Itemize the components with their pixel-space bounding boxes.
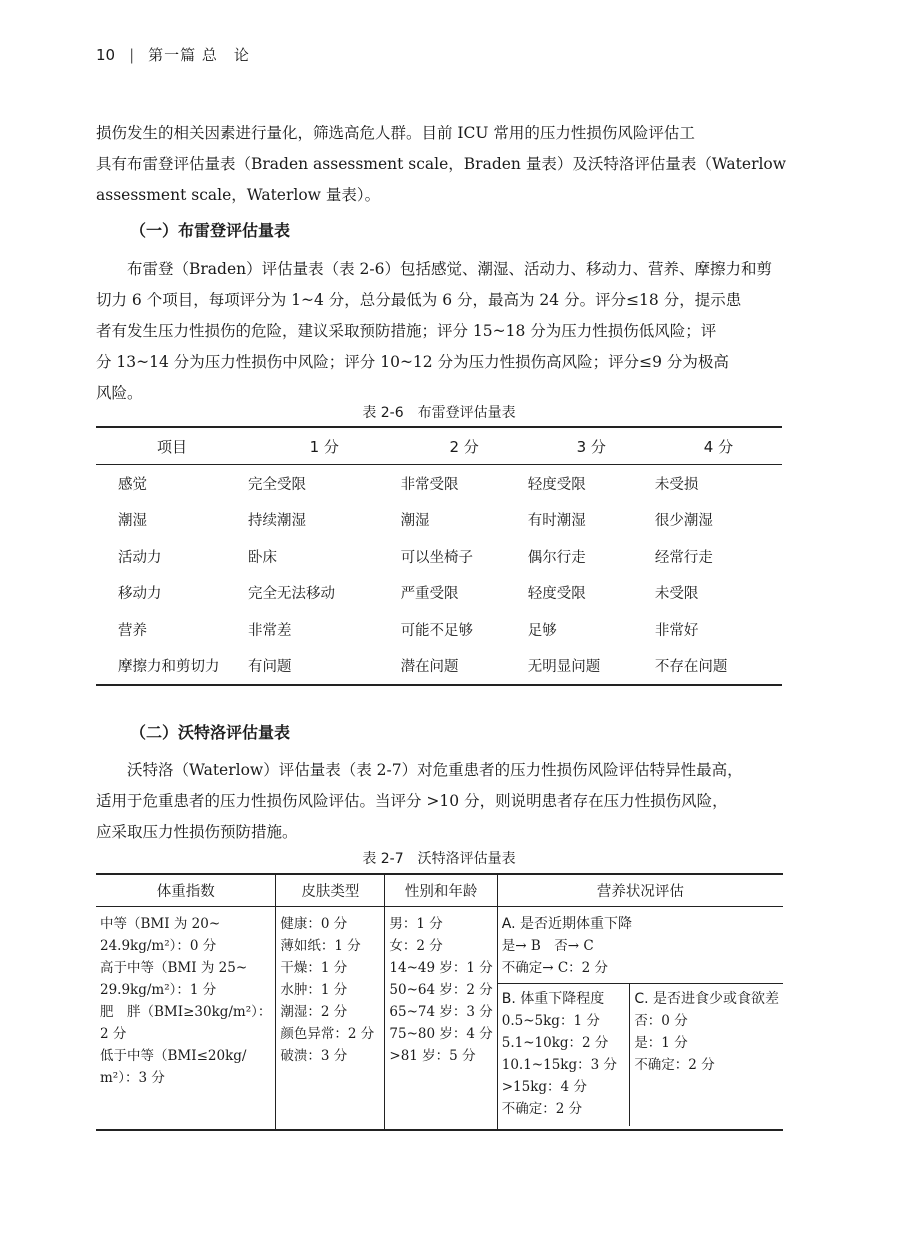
bmi-line: 中等（BMI 为 20~: [100, 916, 221, 932]
nutrition-b-title: B. 体重下降程度: [501, 991, 605, 1007]
score-cell: 无明显问题: [528, 648, 655, 686]
nutrition-parts-bc: [498, 984, 783, 1126]
column-header: 性别和年龄: [385, 874, 497, 907]
table-header-row: [96, 874, 783, 907]
nutrition-b-line: 0.5~5kg：1 分: [501, 1013, 600, 1029]
nutrition-b-line: 10.1~15kg：3 分: [501, 1057, 618, 1073]
row-label-cell: 移动力: [118, 586, 162, 603]
bmi-cell: [96, 907, 276, 1131]
score-cell: 持续潮湿: [248, 513, 306, 530]
table-row: [96, 538, 782, 575]
section-heading-braden: （一）布雷登评估量表: [130, 221, 291, 240]
row-label-cell: 感觉: [118, 476, 147, 493]
score-cell: 严重受限: [400, 586, 459, 603]
sex-age-line: 14~49 岁：1 分: [389, 960, 493, 976]
score-cell: 完全无法移动: [248, 586, 335, 603]
table-row: [96, 648, 782, 686]
sex-age-line: 女：2 分: [389, 938, 443, 954]
score-cell: 轻度受限: [527, 476, 586, 493]
text-line: 损伤发生的相关因素进行量化，筛选高危人群。目前 ICU 常用的压力性损伤风险评估工: [96, 124, 695, 142]
nutrition-part-c: [629, 984, 783, 1126]
score-cell: 不存在问题: [655, 648, 782, 686]
nutrition-c-line: 不确定：2 分: [634, 1057, 715, 1073]
bmi-line: 肥 胖（BMI≥30kg/m²）：: [100, 1004, 272, 1020]
score-cell: 未受损: [654, 476, 699, 493]
score-cell: 完全受限: [248, 476, 306, 493]
text-line: 者有发生压力性损伤的危险，建议采取预防措施；评分 15~18 分为压力性损伤低风险；评: [96, 322, 717, 340]
intro-paragraph: [96, 118, 786, 211]
table-row: [96, 611, 782, 648]
table-row: [96, 502, 782, 539]
nutrition-b-line: 5.1~10kg：2 分: [501, 1035, 609, 1051]
skin-line: 干燥：1 分: [280, 960, 348, 976]
table-caption-2-6: 表 2-6 布雷登评估量表: [362, 405, 516, 421]
sex-age-line: 65~74 岁：3 分: [389, 1004, 493, 1020]
score-cell: 经常行走: [654, 549, 713, 566]
sex-age-line: 男：1 分: [389, 916, 443, 932]
sex-age-line: 75~80 岁：4 分: [389, 1026, 493, 1042]
nutrition-b-line: >15kg：4 分: [501, 1079, 587, 1095]
section-heading-waterlow: （二）沃特洛评估量表: [130, 723, 291, 742]
text-line: 切力 6 个项目，每项评分为 1~4 分，总分最低为 6 分，最高为 24 分。评分≤18 分，提示患: [96, 291, 742, 309]
text-line: assessment scale，Waterlow 量表）。: [96, 186, 381, 204]
skin-type-cell: [276, 907, 385, 1131]
score-cell: 足够: [527, 622, 557, 639]
column-header: 皮肤类型: [276, 874, 385, 907]
row-label-cell: 活动力: [118, 549, 162, 566]
nutrition-c-line: 是：1 分: [634, 1035, 688, 1051]
section-title: 第一篇 总 论: [148, 46, 250, 64]
row-label-cell: 潮湿: [118, 513, 147, 530]
nutrition-part-a: [498, 907, 783, 984]
table-row: [96, 575, 782, 612]
nutrition-a-line: 是→ B 否→ C: [501, 938, 594, 954]
braden-table: [96, 426, 782, 686]
header-separator: |: [129, 45, 135, 64]
score-cell: 有问题: [248, 648, 401, 686]
column-header: 项目: [96, 427, 248, 465]
score-cell: 非常差: [248, 622, 292, 639]
bmi-line: m²）：3 分: [100, 1070, 165, 1086]
column-header: 2 分: [401, 427, 528, 465]
column-header: 4 分: [655, 427, 782, 465]
column-header: 营养状况评估: [497, 874, 783, 907]
score-cell: 未受限: [654, 586, 699, 603]
nutrition-c-title: C. 是否进食少或食欲差: [634, 991, 779, 1007]
text-line: 适用于危重患者的压力性损伤风险评估。当评分 >10 分，则说明患者存在压力性损伤风险，: [96, 792, 728, 810]
column-header: 体重指数: [96, 874, 276, 907]
score-cell: 轻度受限: [527, 586, 586, 603]
bmi-line: 29.9kg/m²）：1 分: [100, 982, 217, 998]
waterlow-table: [96, 873, 783, 1131]
score-cell: 有时潮湿: [527, 513, 586, 530]
score-cell: 可以坐椅子: [400, 549, 474, 566]
score-cell: 非常好: [654, 622, 699, 639]
skin-line: 潮湿：2 分: [280, 1004, 348, 1020]
row-label-cell: 摩擦力和剪切力: [96, 648, 248, 686]
nutrition-part-b: [498, 984, 630, 1126]
score-cell: 很少潮湿: [654, 513, 713, 530]
skin-line: 破溃：3 分: [280, 1048, 348, 1064]
score-cell: 偶尔行走: [527, 549, 586, 566]
text-line: 沃特洛（Waterlow）评估量表（表 2-7）对危重患者的压力性损伤风险评估特异性最高，: [96, 761, 743, 779]
nutrition-cell: [497, 907, 783, 1131]
row-label-cell: 营养: [118, 622, 147, 639]
score-cell: 潜在问题: [401, 648, 528, 686]
score-cell: 可能不足够: [400, 622, 474, 639]
waterlow-paragraph: [96, 755, 786, 848]
sex-age-cell: [385, 907, 497, 1131]
page-number: 10: [96, 45, 116, 64]
score-cell: 卧床: [248, 549, 277, 566]
table-header-row: [96, 427, 782, 465]
running-header: [96, 44, 250, 65]
nutrition-c-line: 否：0 分: [634, 1013, 688, 1029]
table-caption-2-7: 表 2-7 沃特洛评估量表: [362, 851, 516, 867]
score-cell: 潮湿: [400, 513, 430, 530]
sex-age-line: 50~64 岁：2 分: [389, 982, 493, 998]
text-line: 应采取压力性损伤预防措施。: [96, 823, 298, 841]
score-cell: 非常受限: [400, 476, 459, 493]
bmi-line: 2 分: [100, 1026, 127, 1042]
skin-line: 颜色异常：2 分: [280, 1026, 375, 1042]
column-header: 1 分: [248, 427, 401, 465]
nutrition-a-line: 不确定→ C：2 分: [501, 960, 609, 976]
bmi-line: 高于中等（BMI 为 25~: [100, 960, 248, 976]
sex-age-line: >81 岁：5 分: [389, 1048, 476, 1064]
bmi-line: 24.9kg/m²）：0 分: [100, 938, 217, 954]
table-row: [96, 465, 782, 502]
bmi-line: 低于中等（BMI≤20kg/: [100, 1048, 247, 1064]
table-row: [96, 907, 783, 1131]
text-line: 布雷登（Braden）评估量表（表 2-6）包括感觉、潮湿、活动力、移动力、营养、摩擦力和剪: [96, 260, 773, 278]
text-line: 分 13~14 分为压力性损伤中风险；评分 10~12 分为压力性损伤高风险；评分≤9 分为极高: [96, 353, 729, 371]
skin-line: 健康：0 分: [280, 916, 348, 932]
skin-line: 薄如纸：1 分: [280, 938, 361, 954]
nutrition-b-line: 不确定：2 分: [501, 1101, 583, 1117]
skin-line: 水肿：1 分: [280, 982, 348, 998]
nutrition-a-title: A. 是否近期体重下降: [501, 916, 632, 932]
text-line: 风险。: [96, 384, 143, 402]
text-line: 具有布雷登评估量表（Braden assessment scale，Braden 量表）及沃特洛评估量表（Waterlow: [96, 155, 787, 173]
braden-paragraph: [96, 254, 786, 409]
column-header: 3 分: [528, 427, 655, 465]
